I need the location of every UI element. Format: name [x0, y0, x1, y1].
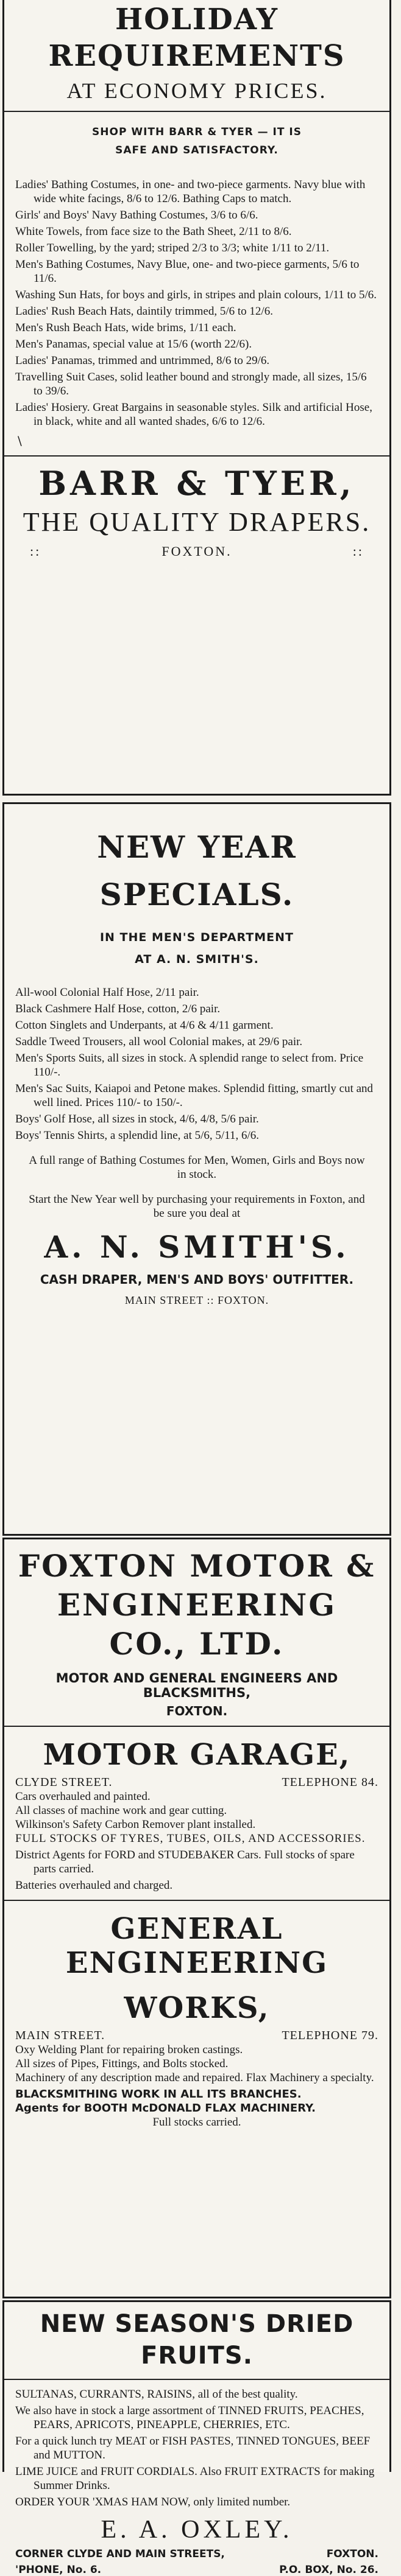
list-item: Men's Bathing Costumes, Navy Blue, one- and two-piece garments, 5/6 to 11/6.: [15, 258, 360, 285]
company-name-line-1: FOXTON MOTOR &: [18, 1548, 376, 1584]
list-item: BLACKSMITHING WORK IN ALL ITS BRANCHES.: [15, 2088, 302, 2101]
works-street: MAIN STREET.: [15, 2029, 105, 2042]
company-name-line-3: CO., LTD.: [109, 1626, 285, 1662]
product-list: [15, 2387, 378, 2509]
list-item: All-wool Colonial Half Hose, 2/11 pair.: [15, 986, 199, 999]
brand-tagline: THE QUALITY DRAPERS.: [23, 507, 371, 537]
oxley-advertisement: [2, 2300, 391, 2576]
bathing-paragraph: A full range of Bathing Costumes for Men, Women, Girls and Boys now in stock.: [29, 1154, 365, 1181]
list-item: For a quick lunch try MEAT or FISH PASTES, TINNED TONGUES, BEEF and MUTTON.: [15, 2435, 371, 2462]
shop-slogan-line-2: SAFE AND SATISFACTORY.: [115, 144, 279, 156]
list-item: We also have in stock a large assortment of TINNED FRUITS, PEACHES, PEARS, APRICOTS, PINEAPPLE, CHERRIES, ETC.: [15, 2404, 364, 2431]
ad-subheading: AT ECONOMY PRICES.: [66, 79, 327, 103]
brand-name: BARR & TYER,: [38, 464, 355, 503]
list-item: All classes of machine work and gear cutting.: [15, 1804, 227, 1817]
list-item: Saddle Tweed Trousers, all wool Colonial makes, at 29/6 pair.: [15, 1035, 303, 1048]
list-item: Machinery of any description made and repaired. Flax Machinery a specialty.: [15, 2071, 374, 2084]
tick-mark: \: [18, 433, 22, 448]
smith-advertisement: [2, 802, 391, 1536]
phone-row: [15, 2564, 378, 2576]
address-row: [15, 2548, 378, 2560]
list-item: All sizes of Pipes, Fittings, and Bolts stocked.: [15, 2057, 229, 2070]
list-item: Ladies' Hosiery. Great Bargains in seasonable styles. Silk and artificial Hose, in black, white and all wanted shades, 6/6 to 12/6.: [15, 401, 372, 428]
divider: [4, 1900, 389, 1901]
works-contact-row: [15, 2029, 378, 2043]
works-phone: TELEPHONE 79.: [282, 2029, 378, 2042]
divider: [4, 455, 389, 457]
company-name-line-2: ENGINEERING: [57, 1587, 337, 1623]
separator: ::: [30, 544, 41, 559]
barr-tyer-advertisement: [2, 0, 391, 796]
address-right: FOXTON.: [326, 2548, 378, 2560]
list-item: Girls' and Boys' Navy Bathing Costumes, 3/6 to 6/6.: [15, 209, 258, 222]
list-item: Ladies' Bathing Costumes, in one- and two-piece garments. Navy blue with wide white facings, 8/6 to 12/6. Bathing Caps to match.: [15, 178, 366, 205]
works-services: [15, 2043, 378, 2129]
list-item: Oxy Welding Plant for repairing broken castings.: [15, 2043, 243, 2056]
works-heading-line-2: WORKS,: [124, 1991, 270, 2025]
garage-phone: TELEPHONE 84.: [282, 1776, 378, 1789]
divider: [4, 1726, 389, 1727]
phone-right: P.O. BOX, No. 26.: [279, 2564, 378, 2576]
list-item: SULTANAS, CURRANTS, RAISINS, all of the best quality.: [15, 2388, 298, 2401]
ad-heading-holiday: HOLIDAY: [115, 2, 279, 37]
divider: [4, 111, 389, 112]
list-item: LIME JUICE and FRUIT CORDIALS. Also FRUIT EXTRACTS for making Summer Drinks.: [15, 2465, 375, 2492]
new-year-paragraph: Start the New Year well by purchasing your requirements in Foxton, and be sure you deal at: [29, 1193, 365, 1220]
address-left: CORNER CLYDE AND MAIN STREETS,: [15, 2548, 225, 2560]
list-item: Ladies' Panamas, trimmed and untrimmed, 8/6 to 29/6.: [15, 354, 270, 367]
shop-slogan-line-1: SHOP WITH BARR & TYER — IT IS: [92, 126, 302, 138]
list-item: White Towels, from face size to the Bath Sheet, 2/11 to 8/6.: [15, 225, 292, 238]
price-list: [15, 985, 378, 1143]
works-heading-line-1: GENERAL ENGINEERING: [65, 1912, 328, 1980]
list-item: Agents for BOOTH McDONALD FLAX MACHINERY.: [15, 2102, 316, 2115]
ad-heading-new-year: NEW YEAR: [97, 829, 297, 865]
list-item: Cotton Singlets and Underpants, at 4/6 & 4/11 garment.: [15, 1019, 274, 1032]
list-item: Boys' Tennis Shirts, a splendid line, at 5/6, 5/11, 6/6.: [15, 1129, 260, 1142]
list-item: Roller Towelling, by the yard; striped 2/3 to 3/3; white 1/11 to 2/11.: [15, 242, 330, 254]
company-tagline: MOTOR AND GENERAL ENGINEERS AND BLACKSMITHS,: [55, 1671, 338, 1700]
list-item: Travelling Suit Cases, solid leather bound and strongly made, all sizes, 15/6 to 39/6.: [15, 371, 367, 397]
brand-tagline: CASH DRAPER, MEN'S AND BOYS' OUTFITTER.: [40, 1272, 354, 1287]
garage-contact-row: [15, 1776, 378, 1790]
shop-slogan: [15, 123, 378, 159]
brand-name: A. N. SMITH'S.: [44, 1229, 350, 1265]
separator: ::: [352, 544, 364, 559]
ad-heading: NEW SEASON'S DRIED FRUITS.: [40, 2310, 354, 2370]
list-item: Batteries overhauled and charged.: [15, 1879, 173, 1892]
list-item: Boys' Golf Hose, all sizes in stock, 4/6, 4/8, 5/6 pair.: [15, 1113, 259, 1125]
list-item: Men's Sports Suits, all sizes in stock. A splendid range to select from. Price 110/-.: [15, 1052, 364, 1079]
price-list: [15, 178, 378, 429]
store-line: AT A. N. SMITH'S.: [135, 953, 259, 966]
town-line: [15, 544, 378, 559]
list-item: Washing Sun Hats, for boys and girls, in stripes and plain colours, 1/11 to 5/6.: [15, 289, 377, 301]
divider: [4, 2379, 389, 2380]
list-item: Full stocks carried.: [152, 2116, 241, 2129]
list-item: Cars overhauled and painted.: [15, 1790, 151, 1803]
department-line: IN THE MEN'S DEPARTMENT: [99, 931, 294, 944]
list-item: Wilkinson's Safety Carbon Remover plant installed.: [15, 1818, 256, 1831]
list-item: District Agents for FORD and STUDEBAKER Cars. Full stocks of spare parts carried.: [15, 1849, 355, 1875]
ad-heading-specials: SPECIALS.: [99, 877, 294, 912]
list-item: ORDER YOUR 'XMAS HAM NOW, only limited number.: [15, 2496, 291, 2508]
list-item: Men's Panamas, special value at 15/6 (worth 22/6).: [15, 338, 252, 351]
list-item: FULL STOCKS OF TYRES, TUBES, OILS, AND ACCESSORIES.: [15, 1832, 366, 1845]
phone-left: 'PHONE, No. 6.: [15, 2564, 102, 2576]
company-town: FOXTON.: [166, 1704, 228, 1718]
garage-heading: MOTOR GARAGE,: [43, 1738, 351, 1772]
brand-name: E. A. OXLEY.: [101, 2516, 293, 2544]
foxton-motor-advertisement: [2, 1538, 391, 2298]
list-item: Ladies' Rush Beach Hats, daintily trimmed, 5/6 to 12/6.: [15, 305, 273, 318]
list-item: Men's Rush Beach Hats, wide brims, 1/11 each.: [15, 321, 236, 334]
ad-heading-requirements: REQUIREMENTS: [48, 39, 346, 73]
garage-services: [15, 1790, 378, 1892]
list-item: Black Cashmere Half Hose, cotton, 2/6 pair.: [15, 1003, 221, 1015]
town-name: FOXTON.: [161, 544, 232, 559]
garage-street: CLYDE STREET.: [15, 1776, 113, 1789]
list-item: Men's Sac Suits, Kaiapoi and Petone makes. Splendid fitting, smartly cut and well lined. Prices 110/- to 150/-.: [15, 1082, 374, 1109]
address-line: MAIN STREET :: FOXTON.: [124, 1294, 269, 1306]
